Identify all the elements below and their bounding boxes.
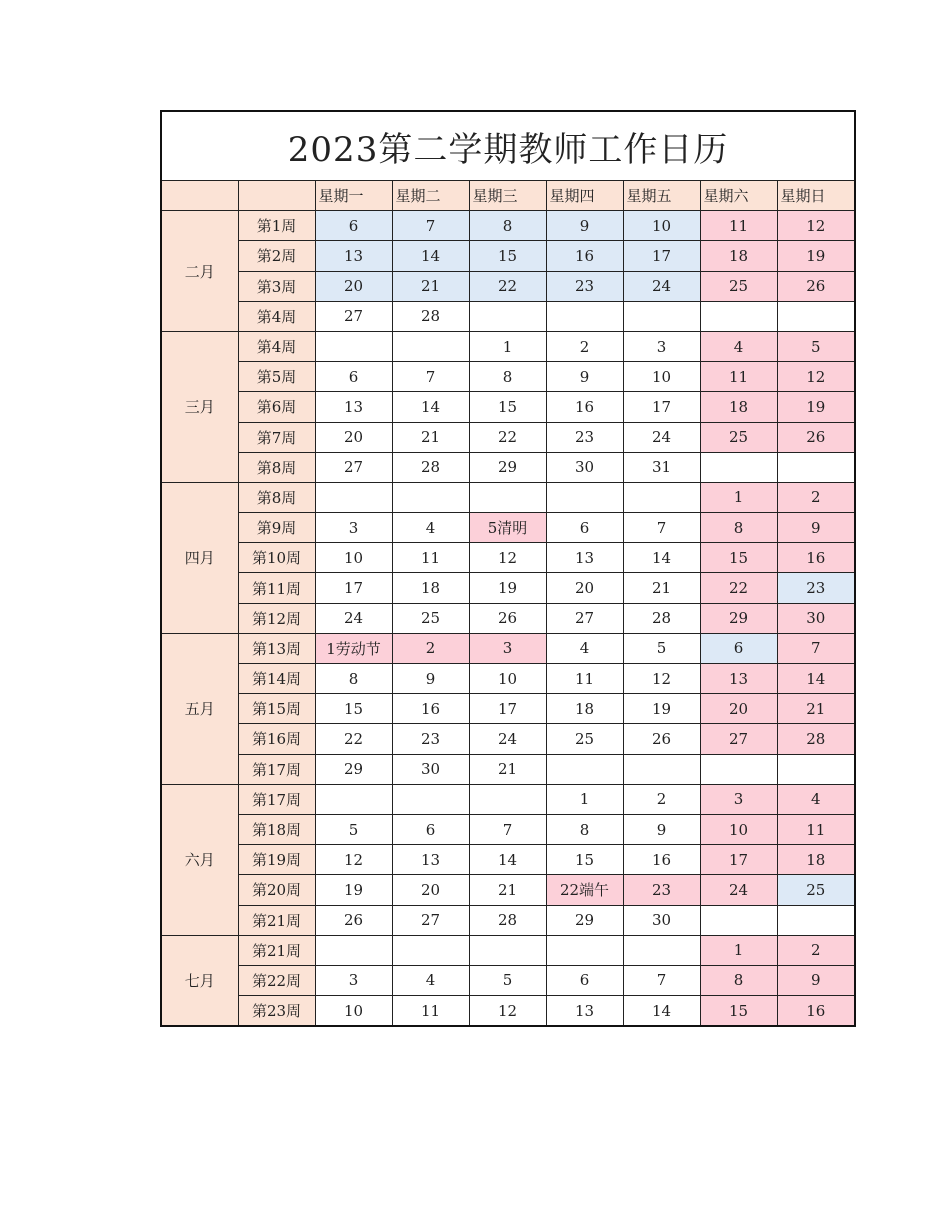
day-cell: 1 [700,935,777,965]
day-cell: 18 [546,694,623,724]
day-cell: 19 [469,573,546,603]
day-cell: 26 [623,724,700,754]
week-label: 第22周 [238,965,315,995]
day-cell: 28 [392,452,469,482]
day-cell: 1 [469,331,546,361]
day-cell: 11 [546,664,623,694]
week-row [161,664,855,694]
calendar-body [161,111,855,1026]
week-row [161,452,855,482]
day-cell: 5 [777,331,855,361]
day-cell: 29 [700,603,777,633]
day-cell [469,784,546,814]
week-row [161,241,855,271]
day-cell: 22 [315,724,392,754]
day-cell: 3 [315,965,392,995]
week-row [161,875,855,905]
weekday-header: 星期五 [623,181,700,211]
day-cell: 17 [700,845,777,875]
month-label: 三月 [161,331,238,482]
day-cell: 29 [469,452,546,482]
week-label: 第21周 [238,905,315,935]
week-row [161,543,855,573]
day-cell: 9 [777,965,855,995]
month-label: 四月 [161,482,238,633]
weekday-header: 星期六 [700,181,777,211]
week-label: 第3周 [238,271,315,301]
day-cell: 12 [777,362,855,392]
day-cell: 24 [623,271,700,301]
week-label: 第20周 [238,875,315,905]
day-cell [469,482,546,512]
day-cell: 22 [469,271,546,301]
day-cell [315,331,392,361]
day-cell: 10 [623,211,700,241]
day-cell: 18 [392,573,469,603]
day-cell [469,301,546,331]
day-cell: 1 [546,784,623,814]
week-row [161,633,855,663]
day-cell: 5 [623,633,700,663]
day-cell [546,935,623,965]
day-cell: 7 [392,362,469,392]
day-cell: 7 [623,965,700,995]
day-cell: 23 [623,875,700,905]
day-cell: 15 [469,392,546,422]
week-row [161,331,855,361]
day-cell [392,482,469,512]
weekday-header: 星期二 [392,181,469,211]
day-cell: 23 [546,271,623,301]
day-cell: 11 [700,362,777,392]
day-cell: 7 [392,211,469,241]
day-cell: 24 [623,422,700,452]
day-cell [623,482,700,512]
day-cell: 1劳动节 [315,633,392,663]
day-cell: 16 [546,241,623,271]
day-cell: 22端午 [546,875,623,905]
day-cell: 3 [700,784,777,814]
day-cell: 18 [777,845,855,875]
week-label: 第8周 [238,452,315,482]
day-cell: 17 [623,392,700,422]
week-label: 第8周 [238,482,315,512]
day-cell: 21 [777,694,855,724]
day-cell [546,301,623,331]
day-cell [315,935,392,965]
day-cell: 8 [700,513,777,543]
week-row [161,362,855,392]
day-cell: 11 [700,211,777,241]
week-label: 第7周 [238,422,315,452]
day-cell: 30 [392,754,469,784]
day-cell: 26 [777,422,855,452]
day-cell: 23 [777,573,855,603]
day-cell: 19 [623,694,700,724]
day-cell: 24 [315,603,392,633]
day-cell: 16 [392,694,469,724]
week-label: 第4周 [238,301,315,331]
day-cell: 28 [469,905,546,935]
week-row [161,392,855,422]
day-cell [469,935,546,965]
day-cell [777,452,855,482]
day-cell: 4 [700,331,777,361]
calendar-table [160,110,856,1027]
weekday-header: 星期日 [777,181,855,211]
day-cell: 6 [315,362,392,392]
day-cell: 3 [469,633,546,663]
day-cell: 10 [469,664,546,694]
day-cell [623,301,700,331]
day-cell: 9 [546,362,623,392]
month-label: 五月 [161,633,238,784]
day-cell: 22 [700,573,777,603]
day-cell: 6 [546,513,623,543]
week-row [161,724,855,754]
day-cell: 3 [315,513,392,543]
day-cell: 10 [315,996,392,1027]
day-cell: 29 [546,905,623,935]
day-cell: 5清明 [469,513,546,543]
page-title: 2023第二学期教师工作日历 [161,111,855,181]
day-cell: 26 [469,603,546,633]
day-cell: 2 [546,331,623,361]
day-cell: 25 [392,603,469,633]
day-cell: 7 [469,814,546,844]
day-cell: 10 [315,543,392,573]
month-label: 二月 [161,211,238,332]
week-row [161,814,855,844]
day-cell: 7 [623,513,700,543]
day-cell [392,784,469,814]
day-cell [546,482,623,512]
day-cell: 16 [777,543,855,573]
day-cell: 14 [623,996,700,1027]
day-cell: 14 [392,392,469,422]
week-row [161,482,855,512]
weekday-header: 星期三 [469,181,546,211]
week-label: 第16周 [238,724,315,754]
header-blank-month [161,181,238,211]
day-cell: 9 [392,664,469,694]
day-cell: 21 [392,271,469,301]
day-cell: 12 [623,664,700,694]
day-cell: 11 [392,543,469,573]
day-cell: 15 [700,543,777,573]
day-cell [392,935,469,965]
day-cell: 5 [469,965,546,995]
month-label: 六月 [161,784,238,935]
day-cell [392,331,469,361]
day-cell: 13 [315,392,392,422]
day-cell [700,754,777,784]
week-label: 第13周 [238,633,315,663]
week-label: 第14周 [238,664,315,694]
day-cell: 28 [392,301,469,331]
day-cell [700,301,777,331]
day-cell: 6 [392,814,469,844]
day-cell: 20 [315,422,392,452]
week-label: 第19周 [238,845,315,875]
day-cell: 15 [315,694,392,724]
day-cell: 16 [546,392,623,422]
day-cell: 13 [392,845,469,875]
day-cell: 26 [315,905,392,935]
day-cell: 11 [392,996,469,1027]
day-cell: 28 [777,724,855,754]
day-cell: 9 [546,211,623,241]
day-cell: 2 [777,482,855,512]
day-cell: 20 [392,875,469,905]
day-cell: 1 [700,482,777,512]
day-cell: 14 [777,664,855,694]
day-cell: 6 [315,211,392,241]
header-blank-week [238,181,315,211]
day-cell: 8 [469,362,546,392]
month-label: 七月 [161,935,238,1026]
day-cell: 25 [546,724,623,754]
day-cell: 20 [546,573,623,603]
day-cell: 13 [700,664,777,694]
day-cell [623,935,700,965]
week-label: 第17周 [238,784,315,814]
day-cell: 14 [469,845,546,875]
weekday-header: 星期一 [315,181,392,211]
day-cell: 24 [469,724,546,754]
day-cell [315,482,392,512]
day-cell: 6 [700,633,777,663]
weekday-header: 星期四 [546,181,623,211]
week-label: 第4周 [238,331,315,361]
day-cell: 2 [623,784,700,814]
day-cell: 22 [469,422,546,452]
week-label: 第10周 [238,543,315,573]
day-cell: 4 [392,965,469,995]
day-cell: 16 [623,845,700,875]
title-row [161,111,855,181]
day-cell: 15 [700,996,777,1027]
week-row [161,965,855,995]
week-label: 第9周 [238,513,315,543]
day-cell: 15 [546,845,623,875]
day-cell [623,754,700,784]
day-cell: 2 [392,633,469,663]
day-cell: 4 [392,513,469,543]
week-row [161,573,855,603]
day-cell: 3 [623,331,700,361]
week-row [161,754,855,784]
day-cell: 19 [777,241,855,271]
week-row [161,935,855,965]
day-cell: 20 [700,694,777,724]
day-cell: 27 [700,724,777,754]
day-cell: 30 [623,905,700,935]
day-cell: 4 [777,784,855,814]
day-cell [315,784,392,814]
week-row [161,784,855,814]
day-cell: 8 [315,664,392,694]
day-cell: 12 [777,211,855,241]
day-cell: 18 [700,392,777,422]
day-cell: 15 [469,241,546,271]
day-cell: 12 [469,543,546,573]
day-cell [546,754,623,784]
day-cell: 23 [392,724,469,754]
week-label: 第17周 [238,754,315,784]
day-cell: 19 [777,392,855,422]
week-label: 第2周 [238,241,315,271]
week-label: 第23周 [238,996,315,1027]
day-cell: 25 [700,271,777,301]
day-cell: 26 [777,271,855,301]
day-cell: 6 [546,965,623,995]
day-cell [700,452,777,482]
day-cell: 29 [315,754,392,784]
day-cell: 13 [315,241,392,271]
day-cell: 17 [623,241,700,271]
day-cell: 25 [700,422,777,452]
week-label: 第1周 [238,211,315,241]
day-cell: 9 [623,814,700,844]
day-cell: 10 [700,814,777,844]
day-cell: 9 [777,513,855,543]
week-label: 第18周 [238,814,315,844]
week-row [161,905,855,935]
week-row [161,603,855,633]
week-row [161,996,855,1027]
day-cell: 8 [700,965,777,995]
day-cell: 21 [392,422,469,452]
day-cell [777,905,855,935]
day-cell: 8 [546,814,623,844]
day-cell: 27 [546,603,623,633]
day-cell: 24 [700,875,777,905]
day-cell: 14 [623,543,700,573]
week-label: 第5周 [238,362,315,392]
week-row [161,513,855,543]
day-cell: 14 [392,241,469,271]
day-cell: 30 [777,603,855,633]
week-row [161,211,855,241]
day-cell: 31 [623,452,700,482]
day-cell: 2 [777,935,855,965]
week-row [161,422,855,452]
week-label: 第6周 [238,392,315,422]
day-cell: 16 [777,996,855,1027]
week-row [161,271,855,301]
day-cell: 19 [315,875,392,905]
day-cell [777,754,855,784]
day-cell: 20 [315,271,392,301]
day-cell: 21 [469,875,546,905]
week-row [161,845,855,875]
day-cell: 12 [315,845,392,875]
day-cell: 5 [315,814,392,844]
weekday-header-row [161,181,855,211]
day-cell: 4 [546,633,623,663]
day-cell: 13 [546,543,623,573]
week-label: 第21周 [238,935,315,965]
day-cell: 28 [623,603,700,633]
day-cell: 12 [469,996,546,1027]
week-row [161,301,855,331]
day-cell: 13 [546,996,623,1027]
day-cell: 18 [700,241,777,271]
day-cell: 27 [392,905,469,935]
day-cell: 27 [315,301,392,331]
week-label: 第12周 [238,603,315,633]
day-cell: 21 [623,573,700,603]
day-cell: 21 [469,754,546,784]
week-label: 第15周 [238,694,315,724]
day-cell: 17 [469,694,546,724]
week-label: 第11周 [238,573,315,603]
day-cell: 11 [777,814,855,844]
day-cell: 8 [469,211,546,241]
day-cell [700,905,777,935]
day-cell: 27 [315,452,392,482]
day-cell: 17 [315,573,392,603]
week-row [161,694,855,724]
day-cell: 25 [777,875,855,905]
day-cell: 30 [546,452,623,482]
day-cell [777,301,855,331]
day-cell: 23 [546,422,623,452]
day-cell: 10 [623,362,700,392]
day-cell: 7 [777,633,855,663]
